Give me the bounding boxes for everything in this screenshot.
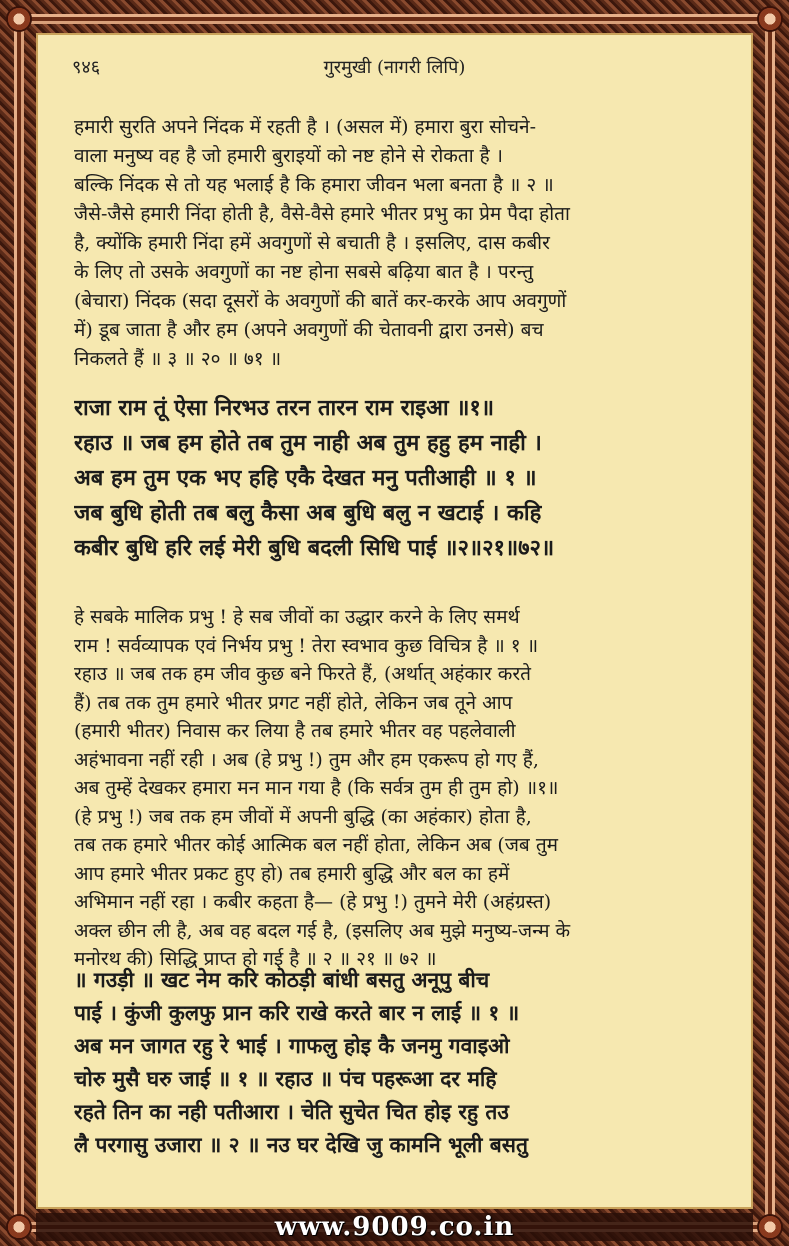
text-line: राम ! सर्वव्यापक एवं निर्भय प्रभु ! तेरा स्वभाव कुछ विचित्र है ॥ १ ॥ (74, 634, 539, 657)
text-line: अहंभावना नहीं रही । अब (हे प्रभु !) तुम और हम एकरूप हो गए हैं, (74, 748, 539, 771)
scripture-verse-2 (74, 963, 731, 1161)
text-line: अक्ल छीन ली है, अब वह बदल गई है, (इसलिए अब मुझे मनुष्य-जन्म के (74, 919, 571, 942)
text-line: (बेचारा) निंदक (सदा दूसरों के अवगुणों की बातें कर-करके आप अवगुणों (74, 290, 567, 312)
text-line: तब तक हमारे भीतर कोई आत्मिक बल नहीं होता, लेकिन अब (जब तुम (74, 834, 559, 856)
translation-paragraph-1 (74, 113, 731, 374)
text-line: (हमारी भीतर) निवास कर लिया है तब हमारे भीतर वह पहलेवाली (74, 720, 516, 742)
verse-line: चोरु मुसै घरु जाई ॥ १ ॥ रहाउ ॥ पंच पहरूआ दर महि (74, 1066, 497, 1091)
text-line: आप हमारे भीतर प्रकट हुए हो) तब हमारी बुद्धि और बल का हमें (74, 862, 510, 885)
text-line: मनोरथ की) सिद्धि प्राप्त हो गई है ॥ २ ॥ २१ ॥ ७२ ॥ (74, 948, 437, 970)
verse-line: पाई । कुंजी कुलफु प्रान करि राखे करते बार न लाई ॥ १ ॥ (74, 1000, 520, 1025)
verse-line: लै परगासु उजारा ॥ २ ॥ नउ घर देखि जु कामनि भूली बसतु (74, 1132, 528, 1157)
text-line: (हे प्रभु !) जब तक हम जीवों में अपनी बुद्धि (का अहंकार) होता है, (74, 805, 532, 828)
text-line: में) डूब जाता है और हम (अपने अवगुणों की चेतावनी द्वारा उनसे) बच (74, 319, 544, 341)
text-line: जैसे-जैसे हमारी निंदा होती है, वैसे-वैसे हमारे भीतर प्रभु का प्रेम पैदा होता (74, 203, 570, 225)
text-line: निकलते हैं ॥ ३ ॥ २० ॥ ७१ ॥ (74, 348, 282, 370)
page-header (36, 55, 753, 81)
text-line: वाला मनुष्य वह है जो हमारी बुराइयों को नष्ट होने से रोकता है । (74, 145, 503, 167)
verse-line: अब हम तुम एक भए हहि एकै देखत मनु पतीआही ॥ १ ॥ (74, 465, 537, 491)
scripture-verse-1 (74, 391, 731, 566)
text-line: बल्कि निंदक से तो यह भलाई है कि हमारा जीवन भला बनता है ॥ २ ॥ (74, 174, 554, 196)
verse-line: रहाउ ॥ जब हम होते तब तुम नाही अब तुम हहु हम नाही । (74, 430, 542, 456)
text-line: हमारी सुरति अपने निंदक में रहती है । (असल में) हमारा बुरा सोचने- (74, 116, 536, 138)
corner-ornament-top-left (6, 6, 32, 32)
verse-line: कबीर बुधि हरि लई मेरी बुधि बदली सिधि पाई ॥२॥२१॥७२॥ (74, 535, 555, 561)
page-number: ९४६ (72, 57, 101, 78)
text-line: अब तुम्हें देखकर हमारा मन मान गया है (कि सर्वत्र तुम ही तुम हो) ॥१॥ (74, 777, 559, 799)
corner-ornament-top-right (757, 6, 783, 32)
text-line: हे सबके मालिक प्रभु ! हे सब जीवों का उद्धार करने के लिए समर्थ (74, 606, 520, 628)
verse-line: जब बुधि होती तब बलु कैसा अब बुधि बलु न खटाई । कहि (74, 500, 542, 526)
translation-paragraph-2 (74, 603, 731, 974)
text-line: है, क्योंकि हमारी निंदा हमें अवगुणों से बचाती है । इसलिए, दास कबीर (74, 232, 550, 254)
verse-line: रहते तिन का नही पतीआरा । चेति सुचेत चित होइ रहु तउ (74, 1099, 509, 1124)
text-line: हैं) तब तक तुम हमारे भीतर प्रगट नहीं होते, लेकिन जब तूने आप (74, 691, 513, 714)
verse-line: ॥ गउड़ी ॥ खट नेम करि कोठड़ी बांधी बसतु अनूपु बीच (74, 967, 490, 992)
website-watermark[interactable]: www.9009.co.in (274, 1212, 515, 1242)
text-line: के लिए तो उसके अवगुणों का नष्ट होना सबसे बढ़िया बात है । परन्तु (74, 261, 534, 283)
page-sheet (36, 33, 753, 1209)
running-title: गुरमुखी (नागरी लिपि) (323, 57, 466, 78)
verse-line: राजा राम तूं ऐसा निरभउ तरन तारन राम राइआ ॥१॥ (74, 395, 495, 421)
verse-line: अब मन जागत रहु रे भाई । गाफलु होइ कै जनमु गवाइओ (74, 1033, 510, 1058)
text-line: रहाउ ॥ जब तक हम जीव कुछ बने फिरते हैं, (अर्थात् अहंकार करते (74, 663, 531, 685)
text-line: अभिमान नहीं रहा । कबीर कहता है— (हे प्रभु !) तुमने मेरी (अहंग्रस्त) (74, 891, 552, 913)
